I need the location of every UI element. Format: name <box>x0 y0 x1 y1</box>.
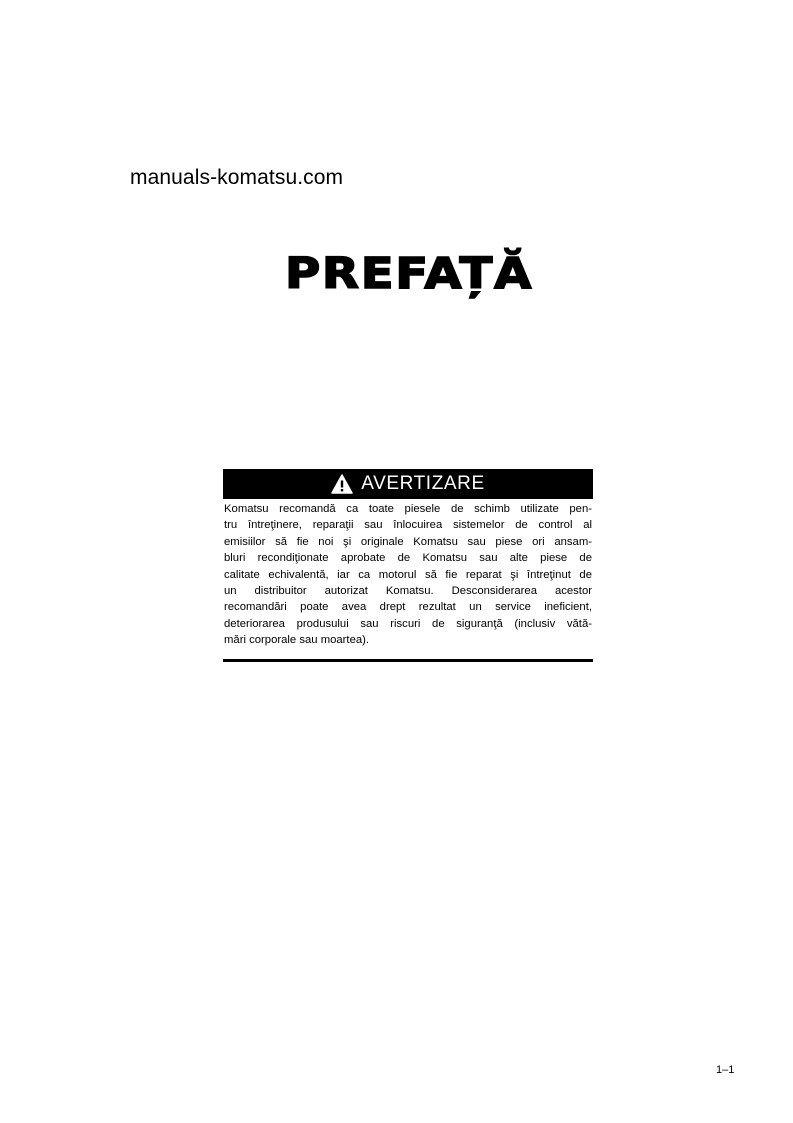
warning-line: mări corporale sau moartea). <box>224 634 370 647</box>
warning-bottom-rule <box>223 659 593 662</box>
warning-line: un distribuitor autorizat Komatsu. Desconsiderarea acestor <box>224 585 592 598</box>
warning-triangle-icon <box>331 474 353 494</box>
page-title: PREFAȚĂ <box>284 249 534 299</box>
warning-header <box>223 469 593 499</box>
warning-line: tru întreţinere, reparaţii sau înlocuirea sistemelor de control al <box>224 519 592 532</box>
warning-line: deteriorarea produsului sau riscuri de siguranţă (inclusiv vătă- <box>224 617 592 630</box>
warning-line: recomandări poate avea drept rezultat un service ineficient, <box>224 601 592 614</box>
warning-body <box>223 499 593 649</box>
warning-title: AVERTIZARE <box>361 473 485 494</box>
warning-line: bluri recondiţionate aprobate de Komatsu sau alte piese de <box>224 552 592 565</box>
page-number: 1–1 <box>716 1064 735 1076</box>
warning-line: emisiilor să fie noi şi originale Komatsu sau piese ori ansam- <box>224 535 592 548</box>
warning-box <box>223 469 593 662</box>
warning-line: calitate echivalentă, iar ca motorul să fie reparat şi întreţinut de <box>224 568 592 581</box>
site-url: manuals-komatsu.com <box>130 166 344 189</box>
warning-line: Komatsu recomandă ca toate piesele de schimb utilizate pen- <box>224 503 592 515</box>
